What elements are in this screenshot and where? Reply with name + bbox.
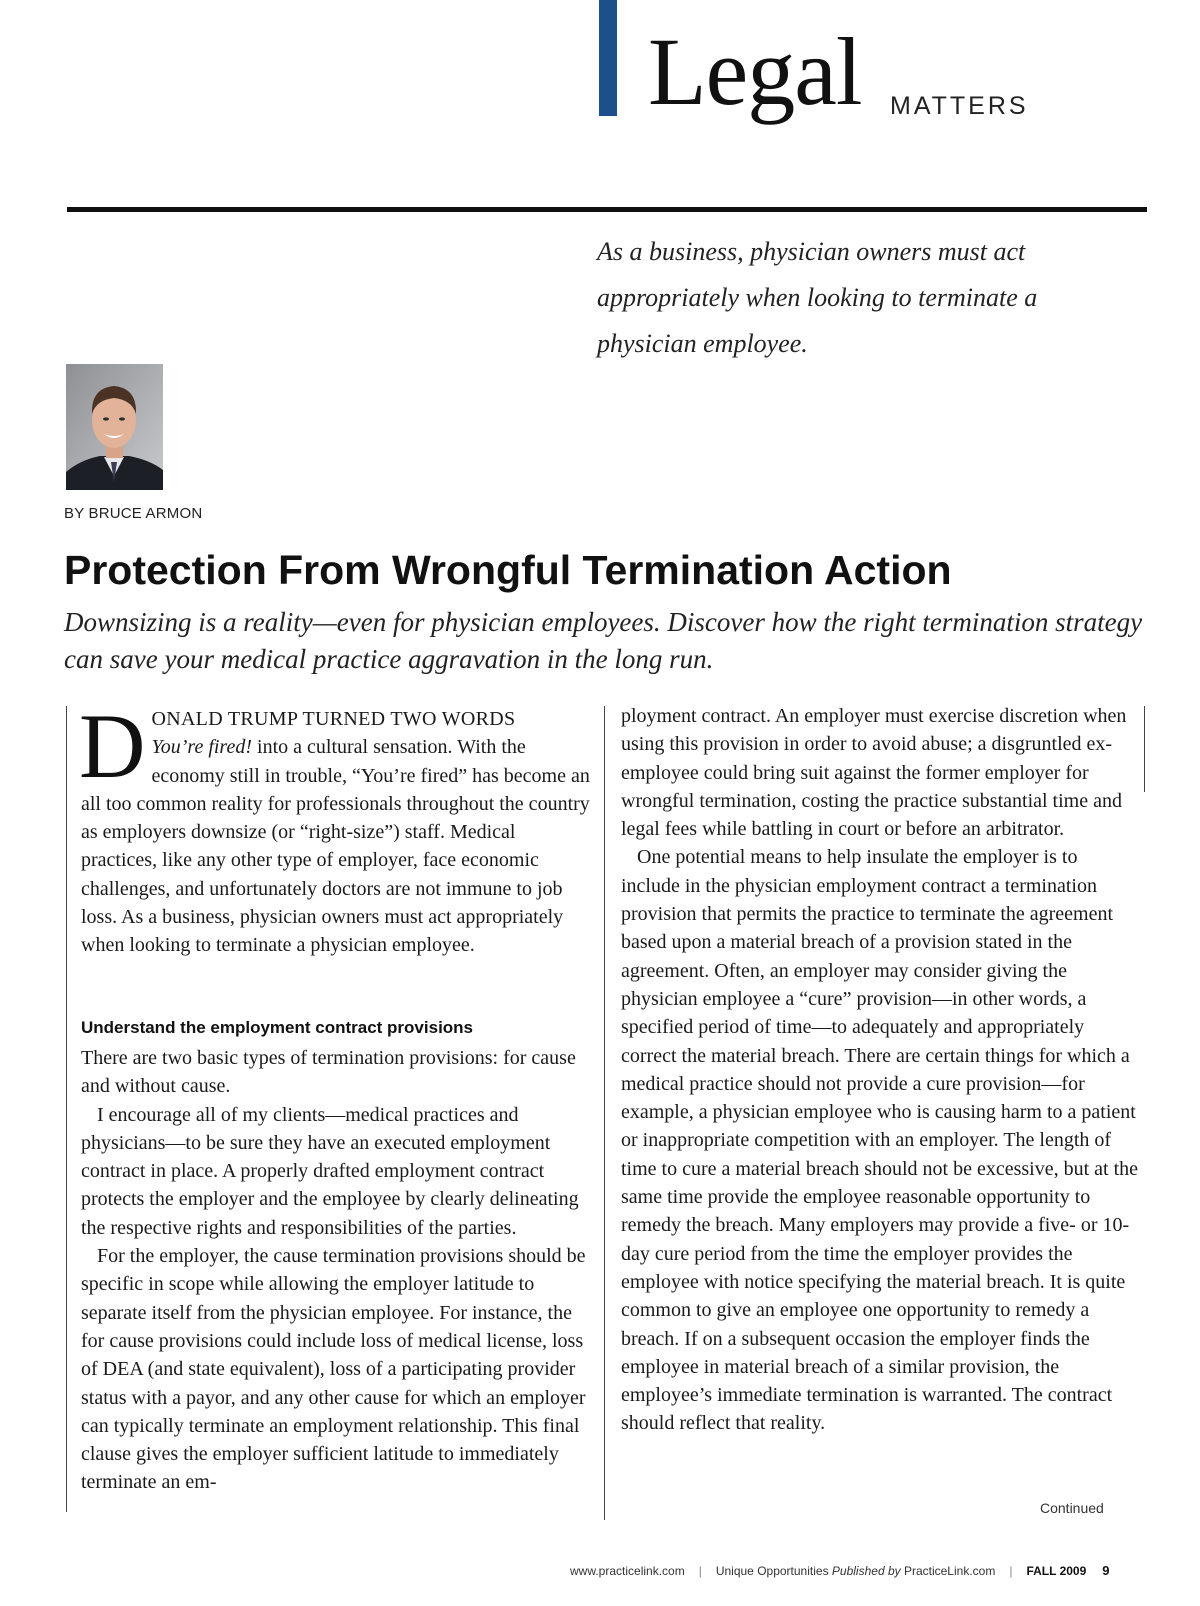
footer-separator: | (698, 1564, 702, 1578)
footer-tagline-post: PracticeLink.com (900, 1564, 996, 1578)
column-rule-middle (604, 706, 605, 1520)
footer-issue: FALL 2009 (1026, 1564, 1087, 1578)
column-rule-left (66, 706, 67, 1512)
body-paragraph: One potential means to help insulate the employer is to include in the physician employment contract a termination provision that permits the practice to terminate the agreement based upon a material breach of a provision stated in the agreement. Often, an employer may consider giving the physician employee a “cure” provision—in other words, a specified period of time—to adequately and appropriately correct the material breach. There are certain things for which a medical practice should not provide a cure provision—for example, a physician employee who is causing harm to a patient or inappropriate competition with an employer. The length of time to cure a material breach should not be excessive, but at the same time provide the employee reasonable opportunity to remedy the breach. Many employers may provide a five- or 10-day cure period from the time the employer provides the employee with notice specifying the material breach. It is quite common to give an employee one opportunity to remedy a breach. If on a subsequent occasion the employer finds the employee in material breach of a similar provision, the employee’s immediate termination is warranted. The contract should reflect that reality. (621, 846, 1139, 1435)
lead-caps: ONALD TRUMP TURNED TWO WORDS (151, 708, 516, 730)
footer-tagline-italic: Published by (831, 1564, 901, 1578)
body-paragraph: I encourage all of my clients—medical practices and physicians—to be sure they have an executed employment contract in place. A properly drafted employment contract protects the employer and the employee by clearly delineating the respective rights and responsibilities of the parties. (81, 1103, 579, 1239)
pull-quote: As a business, physician owners must act appropriately when looking to terminate a physician employee. (597, 237, 1038, 358)
lead-italic: You’re fired! (151, 736, 253, 759)
masthead-subtitle: MATTERS (890, 92, 1029, 120)
footer-tagline-pre: Unique Opportunities (715, 1564, 832, 1578)
lead-text: into a cultural sensation. With the economy still in trouble, “You’re fired” has become an all too common reality for professionals throughout the country as employers downsize (or “right-size”) staff. Medical practices, like any other type of employer, face economic challenges, and unfortunately doctors are not immune to job loss. As a business, physician owners must act appropriately when looking to terminate a physician employee. (81, 736, 590, 957)
drop-cap: D (79, 695, 146, 797)
article-deck: Downsizing is a reality—even for physician employees. Discover how the right termination strategy can save your medical practice aggravation in the long run. (64, 607, 1143, 674)
masthead-accent-bar (599, 0, 617, 116)
body-paragraph: For the employer, the cause termination provisions should be specific in scope while allowing the employer latitude to separate itself from the physician employee. For instance, the for cause provisions could include loss of medical license, loss of DEA (and state equivalent), loss of a participating provider status with a payor, and any other cause for which an employer can typically terminate an employment relationship. This final clause gives the employer sufficient latitude to immediately terminate an em- (81, 1245, 586, 1494)
page-footer (570, 1563, 1110, 1578)
continued-label: Continued (1040, 1500, 1104, 1516)
article-headline: Protection From Wrongful Termination Action (64, 547, 952, 593)
lead-paragraph (79, 695, 593, 988)
column-rule-right (1144, 706, 1145, 792)
masthead-title: Legal (648, 18, 862, 125)
article-column-2 (621, 702, 1141, 1438)
footer-separator: | (1009, 1564, 1013, 1578)
body-paragraph: ployment contract. An employer must exercise discretion when using this provision in order to avoid abuse; a disgruntled ex-employee could bring suit against the former employer for wrongful termination, costing the practice substantial time and legal fees while battling in court or before an arbitrator. (621, 705, 1127, 841)
page-number: 9 (1102, 1563, 1110, 1578)
header-rule (67, 207, 1147, 212)
article-column-1 (79, 695, 593, 1497)
footer-url[interactable]: www.practicelink.com (570, 1564, 685, 1578)
author-headshot-icon (66, 364, 163, 490)
section-subhead: Understand the employment contract provisions (81, 1018, 474, 1037)
author-byline: BY BRUCE ARMON (64, 505, 203, 522)
body-paragraph: There are two basic types of termination provisions: for cause and without cause. (81, 1047, 576, 1098)
